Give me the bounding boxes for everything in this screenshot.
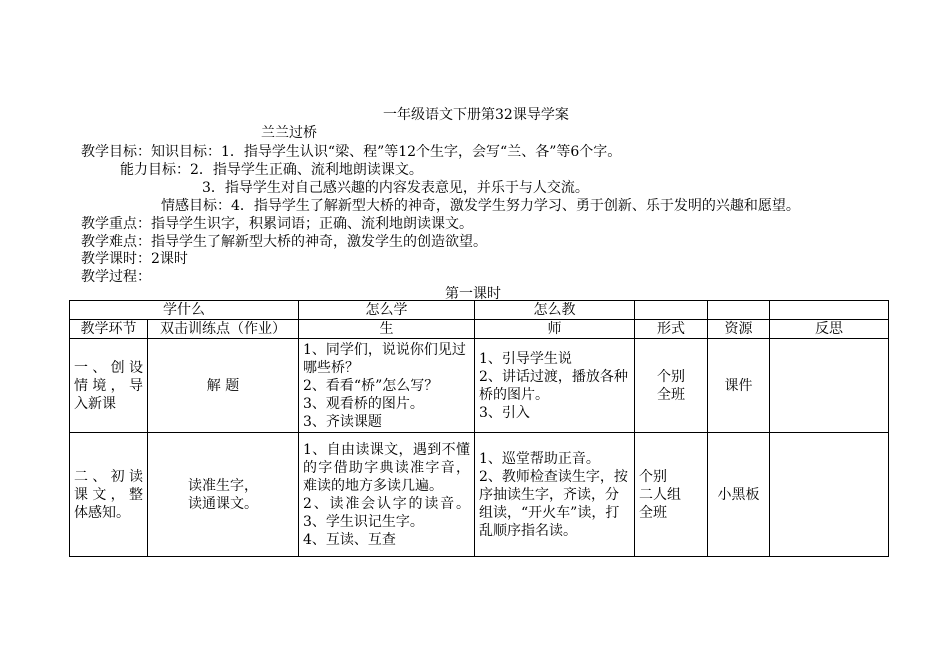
point-line: 读通课文。 xyxy=(188,495,258,512)
student-cell xyxy=(299,339,475,433)
header-teacher: 师 xyxy=(475,320,635,339)
student-line: 4、互读、互查 xyxy=(303,531,396,548)
teacher-line: 1、巡堂帮助正音。 xyxy=(479,450,600,467)
point-cell: 解 题 xyxy=(148,339,299,433)
stage-cell: 一、创设情境，导入新课 xyxy=(70,339,148,433)
header-resource: 资源 xyxy=(708,320,770,339)
form-cell xyxy=(635,433,708,557)
form-line: 个别 xyxy=(639,468,667,485)
objective-ability-3: 3．指导学生对自己感兴趣的内容发表意见，并乐于与人交流。 xyxy=(202,180,589,196)
table-row xyxy=(70,339,889,433)
group-header-row xyxy=(70,301,889,320)
reflection-cell xyxy=(770,433,889,557)
lesson-name: 兰兰过桥 xyxy=(261,125,317,141)
session-title: 第一课时 xyxy=(445,286,501,302)
group-header-what: 学什么 xyxy=(70,301,299,320)
teacher-line: 2、教师检查读生字，按序抽读生字，齐读，分组读，“开火车”读，打乱顺序指名读。 xyxy=(479,468,628,539)
point-cell xyxy=(148,433,299,557)
header-form: 形式 xyxy=(635,320,708,339)
empty-cell xyxy=(635,301,708,320)
teacher-line: 3、引入 xyxy=(479,404,530,421)
form-line: 全班 xyxy=(657,386,685,403)
objective-knowledge: 教学目标：知识目标：1．指导学生认识“梁、程”等12个生字，会写“兰、各”等6个字。 xyxy=(81,144,622,160)
student-cell xyxy=(299,433,475,557)
key-point: 教学重点：指导学生识字，积累词语；正确、流利地朗读课文。 xyxy=(81,216,473,232)
stage-cell: 二、初读课文，整体感知。 xyxy=(70,433,148,557)
difficulty: 教学难点：指导学生了解新型大桥的神奇，激发学生的创造欲望。 xyxy=(81,234,487,250)
header-stage: 教学环节 xyxy=(70,320,148,339)
student-line: 1、自由读课文，遇到不懂的字借助字典读准字音，难读的地方多读几遍。 xyxy=(303,441,470,494)
header-student: 生 xyxy=(299,320,475,339)
class-hours: 教学课时：2课时 xyxy=(81,251,188,267)
student-line: 1、同学们，说说你们见过哪些桥？ xyxy=(303,341,466,376)
teacher-cell xyxy=(475,433,635,557)
student-line: 3、观看桥的图片。 xyxy=(303,395,424,412)
form-cell xyxy=(635,339,708,433)
page-title: 一年级语文下册第32课导学案 xyxy=(383,107,569,123)
objective-ability-2: 能力目标：2．指导学生正确、流利地朗读课文。 xyxy=(120,162,423,178)
teacher-line: 1、引导学生说 xyxy=(479,350,572,367)
empty-cell xyxy=(770,301,889,320)
student-line: 3、齐读课题 xyxy=(303,413,382,430)
group-header-how-teach: 怎么教 xyxy=(475,301,635,320)
resource-cell: 课件 xyxy=(708,339,770,433)
column-header-row xyxy=(70,320,889,339)
group-header-how-learn: 怎么学 xyxy=(299,301,475,320)
empty-cell xyxy=(708,301,770,320)
teacher-cell xyxy=(475,339,635,433)
reflection-cell xyxy=(770,339,889,433)
student-line: 2、看看“桥”怎么写？ xyxy=(303,377,439,394)
form-line: 全班 xyxy=(639,504,667,521)
process-label: 教学过程： xyxy=(81,269,151,285)
header-point: 双击训练点（作业） xyxy=(148,320,299,339)
resource-cell: 小黑板 xyxy=(708,433,770,557)
table-row xyxy=(70,433,889,557)
form-line: 二人组 xyxy=(639,486,681,503)
point-line: 读准生字， xyxy=(188,477,258,494)
student-line: 2、读准会认字的读音。3、学生识记生字。 xyxy=(303,495,470,530)
header-reflection: 反思 xyxy=(770,320,889,339)
lesson-table xyxy=(69,300,889,557)
teacher-line: 2、讲话过渡，播放各种桥的图片。 xyxy=(479,368,628,403)
objective-emotion: 情感目标：4．指导学生了解新型大桥的神奇，激发学生努力学习、勇于创新、乐于发明的兴趣和愿望。 xyxy=(161,198,800,214)
form-line: 个别 xyxy=(657,368,685,385)
